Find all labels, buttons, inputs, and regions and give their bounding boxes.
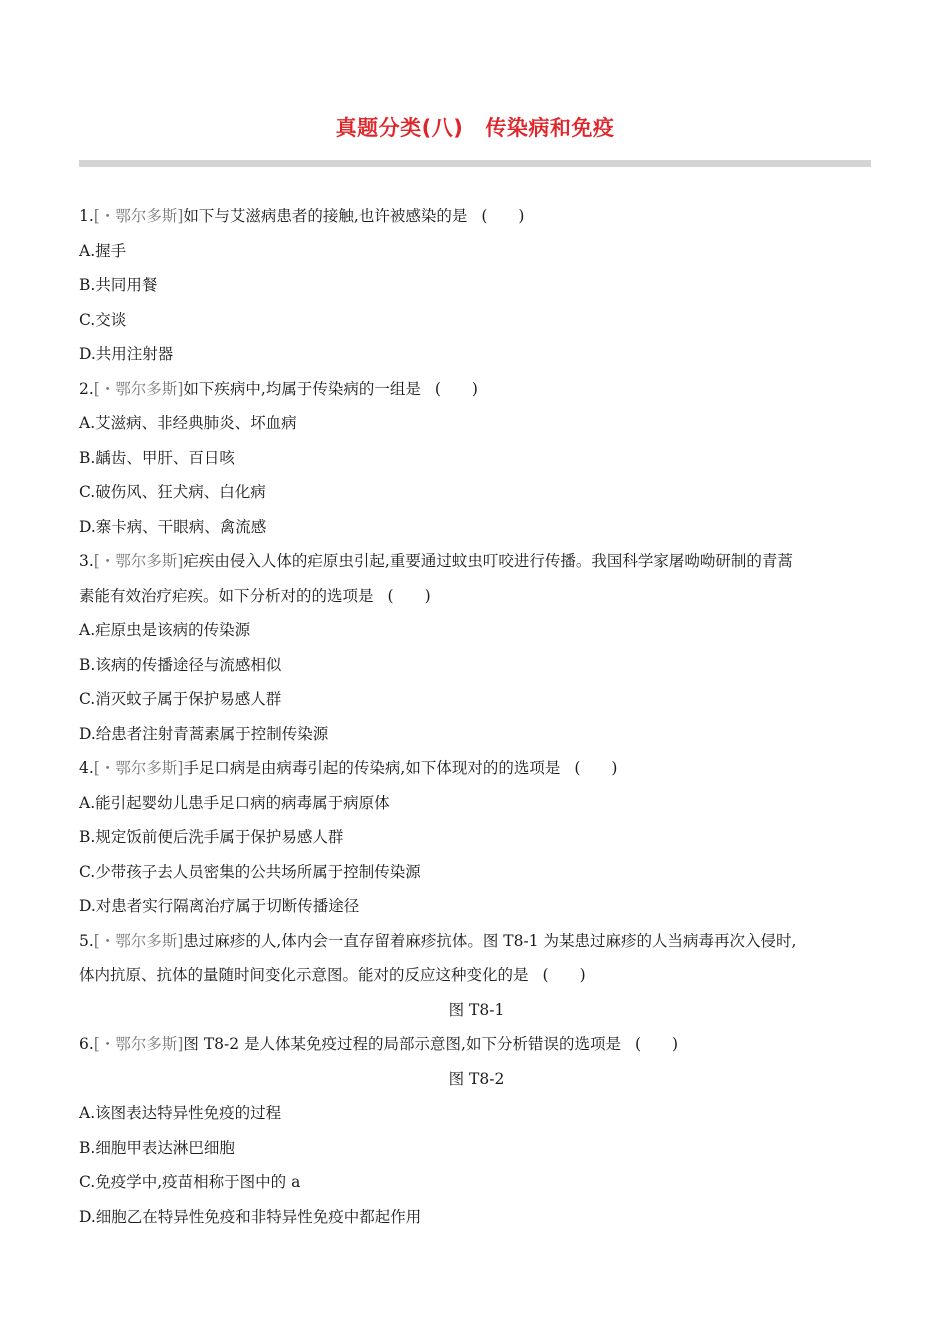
option-a: A.疟原虫是该病的传染源 [79,621,251,639]
option-b: B.共同用餐 [79,276,158,294]
question-2-stem [79,372,874,407]
answer-blank: ( ) [387,586,431,605]
question-source: [・鄂尔多斯] [93,379,184,398]
option-c: C.少带孩子去人员密集的公共场所属于控制传染源 [79,862,421,881]
question-source: [・鄂尔多斯] [93,1035,184,1053]
question-6-stem [79,1027,874,1062]
option-b: B.该病的传播途径与流感相似 [79,655,282,674]
question-text: 如下疾病中,均属于传染病的一组是 [183,379,421,398]
question-number: 4. [79,759,94,777]
figure-caption: 图 T8-2 [448,1069,505,1088]
question-4-stem [79,751,874,786]
question-number: 5. [79,931,94,950]
option-b: B.细胞甲表达淋巴细胞 [79,1138,235,1157]
question-number: 3. [79,552,94,570]
question-text: 图 T8-2 是人体某免疫过程的局部示意图,如下分析错误的选项是 [183,1035,621,1053]
option-b: B.规定饭前便后洗手属于保护易感人群 [79,828,344,846]
question-number: 6. [79,1035,94,1053]
option-a: A.握手 [79,241,127,260]
question-number: 2. [79,379,94,398]
question-5-stem-line2 [79,958,874,993]
option-a: A.该图表达特异性免疫的过程 [79,1104,282,1122]
option-b: B.龋齿、甲肝、百日咳 [79,448,235,467]
question-text: 疟疾由侵入人体的疟原虫引起,重要通过蚊虫叮咬进行传播。我国科学家屠呦呦研制的青蒿 [183,552,793,570]
question-source: [・鄂尔多斯] [93,931,184,950]
option-c: C.消灭蚊子属于保护易感人群 [79,690,282,708]
page-title [0,112,950,142]
title-part1: 真题分类(八) [335,116,464,140]
option-c: C.免疫学中,疫苗相称于图中的 a [79,1173,301,1191]
question-5-stem-line1 [79,924,874,959]
question-3-stem-line2 [79,579,874,614]
question-text: 素能有效治疗疟疾。如下分析对的的选项是 [79,586,374,605]
option-d: D.共用注射器 [79,345,174,363]
question-text: 如下与艾滋病患者的接触,也许被感染的是 [183,207,468,225]
option-d: D.细胞乙在特异性免疫和非特异性免疫中都起作用 [79,1207,422,1226]
option-d: D.寨卡病、干眼病、禽流感 [79,517,267,536]
question-text: 患过麻疹的人,体内会一直存留着麻疹抗体。图 T8-1 为某患过麻疹的人当病毒再次入侵时, [183,931,797,950]
question-number: 1. [79,207,94,225]
question-source: [・鄂尔多斯] [93,759,184,777]
question-list [79,199,874,1234]
option-a: A.艾滋病、非经典肺炎、坏血病 [79,414,297,432]
answer-blank: ( ) [542,966,586,984]
title-divider [79,160,871,167]
option-d: D.对患者实行隔离治疗属于切断传播途径 [79,897,360,915]
answer-blank: ( ) [434,379,478,398]
question-3-stem-line1 [79,544,874,579]
title-part2: 传染病和免疫 [485,116,615,140]
answer-blank: ( ) [574,759,618,777]
question-source: [・鄂尔多斯] [93,552,184,570]
answer-blank: ( ) [481,207,525,225]
option-a: A.能引起婴幼儿患手足口病的病毒属于病原体 [79,793,390,812]
answer-blank: ( ) [635,1035,679,1053]
question-text: 体内抗原、抗体的量随时间变化示意图。能对的反应这种变化的是 [79,966,529,984]
option-c: C.破伤风、狂犬病、白化病 [79,483,266,501]
question-source: [・鄂尔多斯] [93,207,184,225]
question-text: 手足口病是由病毒引起的传染病,如下体现对的的选项是 [183,759,561,777]
figure-caption: 图 T8-1 [448,1000,505,1019]
option-d: D.给患者注射青蒿素属于控制传染源 [79,724,329,743]
question-1-stem [79,199,874,234]
option-c: C.交谈 [79,310,127,329]
